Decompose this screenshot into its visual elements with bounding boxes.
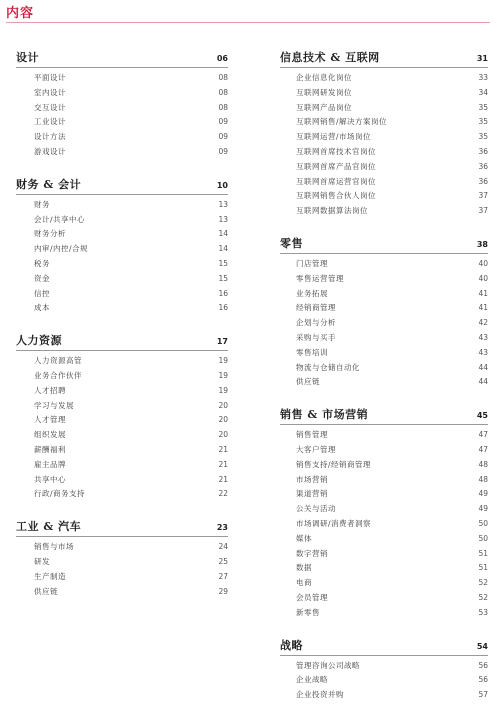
toc-left-column	[16, 49, 228, 615]
section-page-number: 23	[216, 523, 228, 533]
toc-entry-label: 成本	[34, 303, 50, 313]
toc-entry-label: 零售培训	[296, 347, 328, 357]
toc-entry[interactable]	[16, 213, 228, 228]
toc-entry[interactable]	[280, 673, 488, 688]
toc-entry-label: 内审/内控/合规	[34, 244, 89, 254]
toc-entry-page-number: 52	[478, 578, 488, 588]
toc-entry-label: 门店管理	[296, 258, 328, 268]
toc-entry[interactable]	[280, 331, 488, 346]
toc-entry-label: 物流与仓储自动化	[296, 362, 360, 372]
toc-entry[interactable]	[16, 198, 228, 213]
toc-entry-page-number: 09	[218, 117, 228, 127]
toc-entry[interactable]	[280, 458, 488, 473]
toc-entry[interactable]	[280, 346, 488, 361]
toc-section	[16, 518, 228, 599]
toc-section	[280, 235, 488, 390]
toc-entry-label: 行政/商务支持	[34, 489, 86, 499]
toc-entry[interactable]	[280, 272, 488, 287]
toc-entry[interactable]	[280, 606, 488, 621]
toc-entry[interactable]	[280, 532, 488, 547]
section-page-number: 54	[476, 641, 488, 651]
toc-entry[interactable]	[16, 443, 228, 458]
toc-entry-label: 会员管理	[296, 592, 328, 602]
toc-entry-label: 互联网数据算法岗位	[296, 206, 368, 216]
toc-entry-page-number: 08	[218, 87, 228, 97]
toc-entry-label: 互联网首席技术官岗位	[296, 146, 376, 156]
toc-entry[interactable]	[16, 413, 228, 428]
toc-entry-label: 互联网销售合伙人岗位	[296, 191, 376, 201]
toc-entry-label: 业务合作伙伴	[34, 370, 82, 380]
toc-entry-label: 生产制造	[34, 571, 66, 581]
toc-entry-page-number: 50	[478, 533, 488, 543]
toc-entry-page-number: 44	[478, 377, 488, 387]
toc-entry-page-number: 44	[478, 362, 488, 372]
toc-entry-page-number: 40	[478, 273, 488, 283]
toc-entry-label: 薪酬福利	[34, 444, 66, 454]
toc-entry-label: 税务	[34, 258, 50, 268]
toc-entry-page-number: 14	[218, 244, 228, 254]
toc-entry-page-number: 08	[218, 102, 228, 112]
toc-entry[interactable]	[280, 130, 488, 145]
section-page-number: 06	[216, 54, 228, 63]
toc-entry-label: 企业投资并购	[296, 690, 344, 700]
toc-entry[interactable]	[16, 384, 228, 399]
toc-entry-page-number: 37	[478, 206, 488, 216]
toc-entry-label: 销售与市场	[34, 542, 74, 552]
toc-entry-page-number: 25	[218, 556, 228, 566]
toc-entry-page-number: 37	[478, 191, 488, 201]
toc-entry[interactable]	[280, 71, 488, 86]
toc-entry[interactable]	[280, 287, 488, 302]
toc-entry-label: 学习与发展	[34, 400, 74, 410]
section-page-number: 38	[476, 239, 488, 249]
toc-section	[16, 332, 228, 502]
toc-entry-label: 企业信息化岗位	[296, 73, 352, 82]
toc-entry-page-number: 16	[218, 303, 228, 313]
toc-entry-page-number: 16	[218, 288, 228, 298]
toc-entry-label: 媒体	[296, 533, 312, 543]
toc-entry[interactable]	[280, 688, 488, 703]
section-page-number: 31	[476, 54, 488, 63]
toc-entry[interactable]	[16, 473, 228, 488]
toc-entry[interactable]	[16, 115, 228, 130]
toc-entry[interactable]	[16, 399, 228, 414]
section-title: 工业 & 汽车	[16, 520, 82, 534]
toc-entry-page-number: 57	[478, 690, 488, 700]
toc-entry-label: 交互设计	[34, 102, 66, 112]
toc-entry-page-number: 36	[478, 146, 488, 156]
toc-entry-label: 组织发展	[34, 430, 66, 440]
toc-entry-label: 人才招聘	[34, 385, 66, 395]
toc-entry-page-number: 20	[218, 415, 228, 425]
toc-entry[interactable]	[280, 361, 488, 376]
section-heading[interactable]	[280, 49, 488, 68]
toc-entry-label: 互联网研发岗位	[296, 87, 352, 97]
toc-entry[interactable]	[280, 576, 488, 591]
section-heading[interactable]	[280, 235, 488, 254]
toc-entry-label: 销售管理	[296, 430, 328, 440]
toc-entry-label: 企划与分析	[296, 318, 336, 328]
toc-entry[interactable]	[16, 227, 228, 242]
toc-section	[16, 49, 228, 160]
toc-entry-page-number: 48	[478, 459, 488, 469]
toc-entry-page-number: 41	[478, 303, 488, 313]
section-heading[interactable]	[16, 332, 228, 351]
toc-entry[interactable]	[280, 547, 488, 562]
toc-entry-label: 室内设计	[34, 87, 66, 97]
toc-entry-label: 人力资源高管	[34, 356, 82, 366]
toc-entry-page-number: 56	[478, 675, 488, 685]
toc-entry[interactable]	[280, 160, 488, 175]
toc-entry[interactable]	[280, 86, 488, 101]
toc-entry-page-number: 43	[478, 347, 488, 357]
toc-entry[interactable]	[280, 316, 488, 331]
toc-entry[interactable]	[280, 561, 488, 576]
section-heading[interactable]	[16, 176, 228, 195]
toc-entry-label: 共享中心	[34, 474, 66, 484]
toc-entry-page-number: 20	[218, 400, 228, 410]
toc-entry-page-number: 15	[218, 273, 228, 283]
toc-entry-page-number: 19	[218, 385, 228, 395]
toc-entry-label: 经销商管理	[296, 303, 336, 313]
toc-entry-page-number: 53	[478, 607, 488, 617]
toc-entry[interactable]	[280, 101, 488, 116]
toc-entry-label: 销售支持/经销商管理	[296, 459, 372, 469]
toc-entry-label: 工业设计	[34, 117, 66, 127]
toc-entry-label: 供应链	[296, 377, 320, 387]
toc-entry[interactable]	[16, 130, 228, 145]
toc-entry-label: 数字营销	[296, 548, 328, 558]
section-title: 战略	[280, 638, 303, 652]
toc-entry-page-number: 49	[478, 489, 488, 499]
toc-entry-page-number: 15	[218, 258, 228, 268]
toc-entry[interactable]	[280, 189, 488, 204]
toc-entry-label: 供应链	[34, 586, 58, 596]
toc-entry-label: 市场营销	[296, 474, 328, 484]
toc-entry[interactable]	[280, 443, 488, 458]
toc-entry-label: 新零售	[296, 607, 320, 617]
toc-entry-page-number: 20	[218, 430, 228, 440]
toc-entry-label: 游戏设计	[34, 146, 66, 156]
toc-entry[interactable]	[16, 301, 228, 316]
toc-entry-label: 平面设计	[34, 73, 66, 82]
toc-entry-page-number: 33	[478, 73, 488, 82]
toc-entry-label: 会计/共享中心	[34, 214, 86, 224]
section-title: 财务 & 会计	[16, 177, 82, 191]
toc-entry[interactable]	[280, 301, 488, 316]
toc-entry-page-number: 27	[218, 571, 228, 581]
toc-entry-page-number: 47	[478, 444, 488, 454]
section-title: 零售	[280, 236, 303, 250]
toc-entry-page-number: 56	[478, 660, 488, 670]
toc-entry-page-number: 24	[218, 542, 228, 552]
toc-entry-page-number: 35	[478, 132, 488, 142]
toc-entry-page-number: 35	[478, 117, 488, 127]
toc-entry[interactable]	[16, 287, 228, 302]
toc-entry-page-number: 29	[218, 586, 228, 596]
toc-entry[interactable]	[280, 591, 488, 606]
toc-entry-label: 渠道营销	[296, 489, 328, 499]
toc-entry-label: 雇主品牌	[34, 459, 66, 469]
toc-entry[interactable]	[280, 175, 488, 190]
toc-entry-label: 互联网产品岗位	[296, 102, 352, 112]
toc-entry-label: 财务分析	[34, 229, 66, 239]
section-title: 人力资源	[16, 334, 62, 348]
section-heading[interactable]	[280, 637, 488, 656]
toc-section	[16, 176, 228, 316]
section-page-number: 17	[216, 337, 228, 347]
toc-entry-label: 企业战略	[296, 675, 328, 685]
toc-entry[interactable]	[280, 375, 488, 390]
toc-entry-label: 公关与活动	[296, 504, 336, 514]
toc-entry-page-number: 13	[218, 199, 228, 209]
toc-entry-page-number: 19	[218, 370, 228, 380]
toc-entry-page-number: 36	[478, 161, 488, 171]
toc-entry[interactable]	[280, 204, 488, 219]
toc-entry-page-number: 09	[218, 146, 228, 156]
toc-entry-page-number: 22	[218, 489, 228, 499]
title-divider	[6, 22, 490, 23]
toc-entry[interactable]	[16, 458, 228, 473]
toc-entry[interactable]	[280, 502, 488, 517]
toc-entry[interactable]	[16, 428, 228, 443]
toc-entry[interactable]	[16, 487, 228, 502]
toc-entry[interactable]	[16, 570, 228, 585]
toc-entry[interactable]	[16, 540, 228, 555]
toc-entry-page-number: 19	[218, 356, 228, 366]
toc-entry[interactable]	[16, 354, 228, 369]
toc-entry[interactable]	[280, 659, 488, 674]
toc-entry[interactable]	[16, 71, 228, 86]
toc-entry-label: 财务	[34, 199, 50, 209]
toc-entry-label: 互联网首席运营官岗位	[296, 176, 376, 186]
toc-entry[interactable]	[280, 115, 488, 130]
toc-entry-page-number: 35	[478, 102, 488, 112]
toc-entry[interactable]	[280, 517, 488, 532]
toc-entry[interactable]	[16, 86, 228, 101]
toc-entry[interactable]	[16, 257, 228, 272]
toc-right-column	[280, 49, 488, 719]
toc-entry-label: 设计方法	[34, 132, 66, 142]
toc-section	[280, 49, 488, 219]
toc-entry-page-number: 43	[478, 332, 488, 342]
toc-section	[280, 406, 488, 620]
toc-entry-label: 资金	[34, 273, 50, 283]
toc-entry-page-number: 09	[218, 132, 228, 142]
toc-entry-page-number: 34	[478, 87, 488, 97]
toc-entry[interactable]	[16, 369, 228, 384]
toc-entry-label: 管理咨询公司战略	[296, 660, 360, 670]
toc-entry-label: 市场调研/消费者洞察	[296, 518, 372, 528]
toc-entry-page-number: 14	[218, 229, 228, 239]
toc-entry-page-number: 49	[478, 504, 488, 514]
toc-entry-label: 采购与买手	[296, 332, 336, 342]
toc-entry-page-number: 52	[478, 592, 488, 602]
toc-entry-page-number: 42	[478, 318, 488, 328]
toc-entry-page-number: 40	[478, 258, 488, 268]
toc-entry[interactable]	[280, 473, 488, 488]
toc-entry[interactable]	[280, 145, 488, 160]
toc-entry[interactable]	[280, 487, 488, 502]
toc-entry-page-number: 41	[478, 288, 488, 298]
toc-entry-label: 互联网销售/解决方案岗位	[296, 117, 388, 127]
toc-entry[interactable]	[280, 257, 488, 272]
toc-section	[280, 637, 488, 703]
toc-entry-page-number: 21	[218, 474, 228, 484]
toc-entry[interactable]	[16, 585, 228, 600]
toc-entry-page-number: 51	[478, 563, 488, 573]
toc-entry-page-number: 21	[218, 444, 228, 454]
toc-entry-page-number: 48	[478, 474, 488, 484]
toc-entry-page-number: 08	[218, 73, 228, 82]
toc-entry-page-number: 21	[218, 459, 228, 469]
toc-entry-label: 互联网运营/市场岗位	[296, 132, 372, 142]
page-title: 内容	[6, 6, 35, 21]
section-page-number: 10	[216, 180, 228, 190]
toc-entry-page-number: 36	[478, 176, 488, 186]
section-heading[interactable]	[16, 49, 228, 68]
toc-entry-page-number: 50	[478, 518, 488, 528]
toc-entry-label: 研发	[34, 556, 50, 566]
toc-entry-label: 人才管理	[34, 415, 66, 425]
toc-entry-label: 电商	[296, 578, 312, 588]
toc-entry[interactable]	[280, 428, 488, 443]
toc-entry-label: 大客户管理	[296, 444, 336, 454]
toc-entry-label: 数据	[296, 563, 312, 573]
section-title: 销售 & 市场营销	[280, 408, 369, 422]
toc-entry-label: 业务拓展	[296, 288, 328, 298]
toc-entry[interactable]	[16, 555, 228, 570]
toc-entry-label: 互联网首席产品官岗位	[296, 161, 376, 171]
toc-entry[interactable]	[16, 272, 228, 287]
toc-entry-page-number: 13	[218, 214, 228, 224]
toc-entry-label: 零售运营管理	[296, 273, 344, 283]
section-title: 信息技术 & 互联网	[280, 51, 380, 64]
toc-entry[interactable]	[16, 145, 228, 160]
toc-entry[interactable]	[16, 242, 228, 257]
toc-entry-label: 信控	[34, 288, 50, 298]
section-heading[interactable]	[16, 518, 228, 537]
section-heading[interactable]	[280, 406, 488, 425]
section-page-number: 45	[476, 411, 488, 421]
toc-entry-page-number: 51	[478, 548, 488, 558]
toc-entry[interactable]	[16, 101, 228, 116]
toc-entry-page-number: 47	[478, 430, 488, 440]
section-title: 设计	[16, 51, 39, 64]
